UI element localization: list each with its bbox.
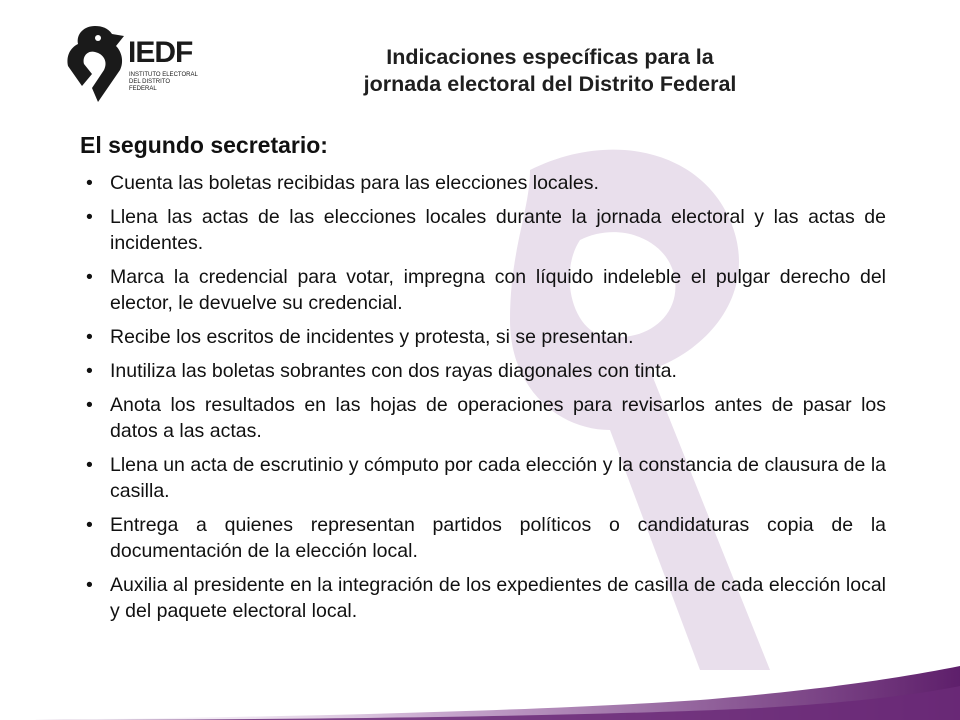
bottom-wave-decoration [0,660,960,720]
list-item: • Cuenta las boletas recibidas para las elecciones locales. [86,170,886,196]
dove-icon [62,22,128,108]
iedf-logo [62,22,202,108]
page-title [270,44,830,98]
list-item: • Recibe los escritos de incidentes y protesta, si se presentan. [86,324,886,350]
logo-wordmark: IEDF [128,36,193,69]
list-item: • Llena las actas de las elecciones locales durante la jornada electoral y las actas de incidentes. [86,204,886,256]
logo-subtitle: INSTITUTO ELECTORAL DEL DISTRITO FEDERAL [129,72,198,92]
section-heading: El segundo secretario: [80,132,328,158]
list-item: • Auxilia al presidente en la integración de los expedientes de casilla de cada elección local y del paquete electoral local. [86,572,886,624]
duties-list [86,170,886,632]
list-item: • Entrega a quienes representan partidos políticos o candidaturas copia de la documentación de la elección local. [86,512,886,564]
title-line-2: jornada electoral del Distrito Federal [363,72,737,96]
list-item: • Marca la credencial para votar, impregna con líquido indeleble el pulgar derecho del elector, le devuelve su credencial. [86,264,886,316]
title-line-1: Indicaciones específicas para la [386,45,714,69]
list-item: • Inutiliza las boletas sobrantes con dos rayas diagonales con tinta. [86,358,886,384]
list-item: • Llena un acta de escrutinio y cómputo por cada elección y la constancia de clausura de la casilla. [86,452,886,504]
list-item: • Anota los resultados en las hojas de operaciones para revisarlos antes de pasar los datos a las actas. [86,392,886,444]
